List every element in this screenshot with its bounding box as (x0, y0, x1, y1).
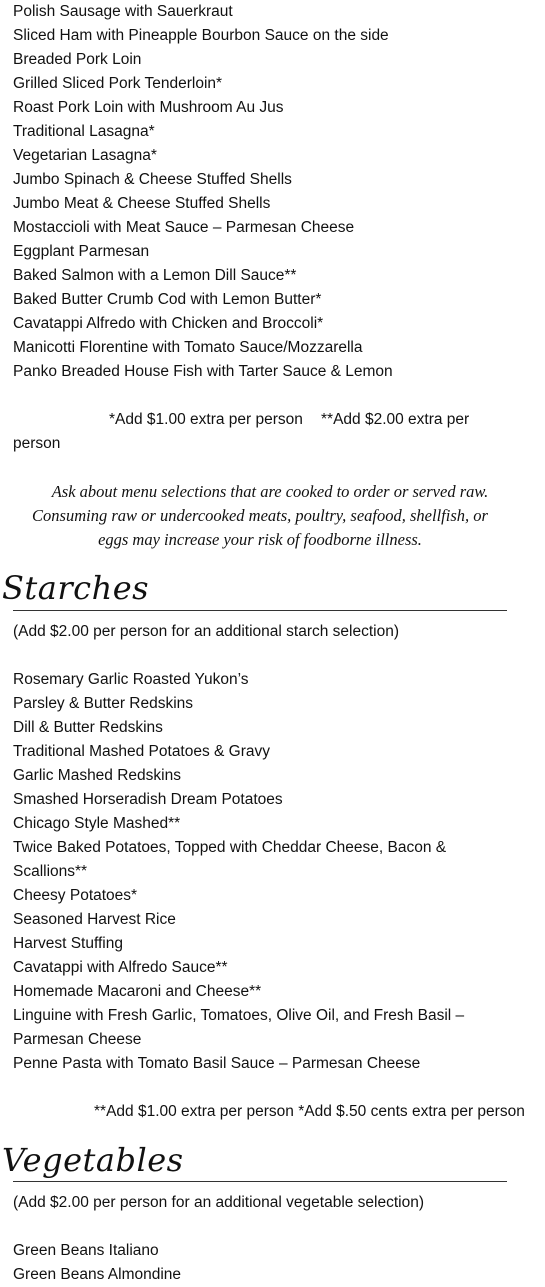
surcharge-note-single: *Add $1.00 extra per person (109, 411, 303, 428)
section-intro: (Add $2.00 per person for an additional vegetable selection) (13, 1194, 425, 1211)
section-divider (13, 1181, 507, 1182)
menu-item: Eggplant Parmesan (13, 243, 150, 260)
advisory-line: eggs may increase your risk of foodborne illness. (98, 530, 422, 549)
menu-item: Jumbo Meat & Cheese Stuffed Shells (13, 195, 271, 212)
menu-item: Traditional Lasagna* (13, 123, 155, 140)
menu-item: Green Beans Almondine (13, 1266, 182, 1283)
menu-item: Cheesy Potatoes* (13, 887, 138, 904)
section-heading-vegetables: Vegetables (2, 1141, 184, 1179)
menu-item: Parsley & Butter Redskins (13, 695, 194, 712)
menu-item: Garlic Mashed Redskins (13, 767, 181, 784)
menu-item: Penne Pasta with Tomato Basil Sauce – Parmesan Cheese (13, 1055, 421, 1072)
section-divider (13, 610, 507, 611)
section-intro: (Add $2.00 per person for an additional starch selection) (13, 623, 400, 640)
menu-item: Mostaccioli with Meat Sauce – Parmesan Cheese (13, 219, 355, 236)
menu-item: Chicago Style Mashed** (13, 815, 181, 832)
surcharge-note: **Add $1.00 extra per person *Add $.50 cents extra per person (94, 1103, 525, 1120)
menu-item: Manicotti Florentine with Tomato Sauce/Mozzarella (13, 339, 363, 356)
advisory-line: Consuming raw or undercooked meats, poultry, seafood, shellfish, or (32, 506, 488, 525)
menu-item: Dill & Butter Redskins (13, 719, 163, 736)
menu-item: Cavatappi with Alfredo Sauce** (13, 959, 228, 976)
menu-item: Grilled Sliced Pork Tenderloin* (13, 75, 223, 92)
menu-item: Sliced Ham with Pineapple Bourbon Sauce on the side (13, 27, 389, 44)
surcharge-note-double: **Add $2.00 extra per (321, 411, 470, 428)
menu-item: Rosemary Garlic Roasted Yukon’s (13, 671, 249, 688)
menu-item: Homemade Macaroni and Cheese** (13, 983, 262, 1000)
menu-item: Breaded Pork Loin (13, 51, 142, 68)
menu-item: Green Beans Italiano (13, 1242, 159, 1259)
advisory-line: Ask about menu selections that are cooked to order or served raw. (51, 482, 489, 501)
menu-item: Scallions** (13, 863, 88, 880)
section-heading-starches: Starches (2, 569, 150, 607)
menu-item: Baked Salmon with a Lemon Dill Sauce** (13, 267, 297, 284)
menu-item: Seasoned Harvest Rice (13, 911, 176, 928)
menu-item: Cavatappi Alfredo with Chicken and Broccoli* (13, 315, 324, 332)
menu-item: Polish Sausage with Sauerkraut (13, 3, 233, 20)
menu-item: Roast Pork Loin with Mushroom Au Jus (13, 99, 284, 116)
surcharge-note-double-cont: person (13, 435, 61, 452)
menu-item: Vegetarian Lasagna* (13, 147, 157, 164)
menu-item: Panko Breaded House Fish with Tarter Sauce & Lemon (13, 363, 393, 380)
menu-item: Traditional Mashed Potatoes & Gravy (13, 743, 271, 760)
menu-item: Linguine with Fresh Garlic, Tomatoes, Olive Oil, and Fresh Basil – (13, 1007, 465, 1024)
menu-item: Baked Butter Crumb Cod with Lemon Butter* (13, 291, 322, 308)
menu-item: Harvest Stuffing (13, 935, 123, 952)
menu-item: Twice Baked Potatoes, Topped with Cheddar Cheese, Bacon & (13, 839, 447, 856)
menu-item: Parmesan Cheese (13, 1031, 142, 1048)
menu-item: Smashed Horseradish Dream Potatoes (13, 791, 283, 808)
menu-item: Jumbo Spinach & Cheese Stuffed Shells (13, 171, 292, 188)
